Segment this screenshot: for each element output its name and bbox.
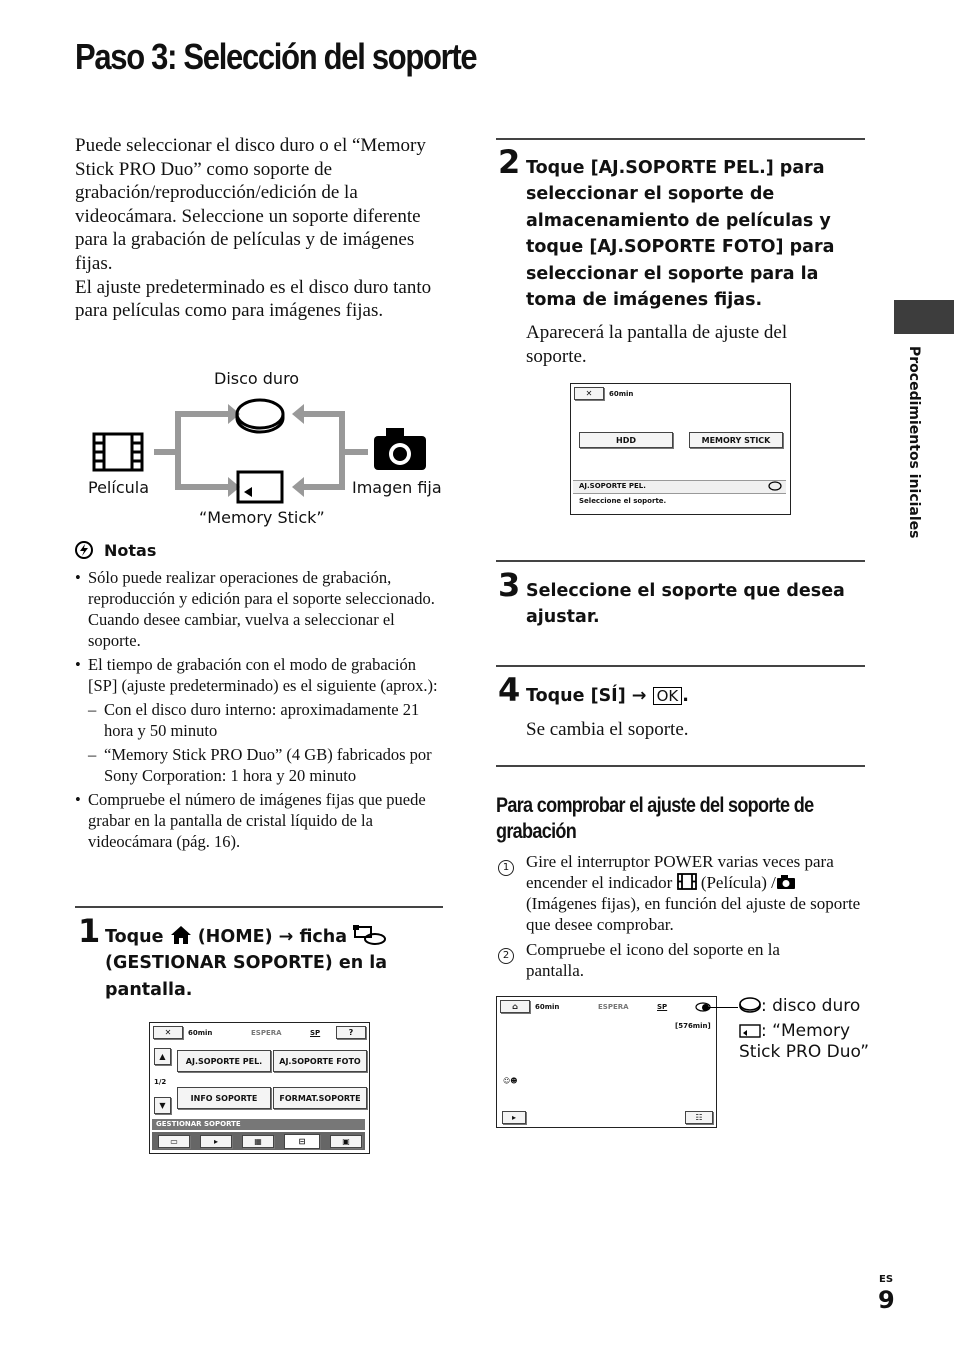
step4-period: . bbox=[682, 686, 689, 706]
option-button[interactable] bbox=[685, 1111, 713, 1124]
triangle-down-icon: ▼ bbox=[159, 1101, 166, 1110]
media-info-button[interactable]: INFO SOPORTE bbox=[177, 1087, 271, 1109]
arrow-path bbox=[154, 414, 230, 452]
scroll-up-button[interactable] bbox=[154, 1048, 171, 1065]
hdd-label: Disco duro bbox=[214, 369, 300, 388]
close-button[interactable] bbox=[574, 387, 604, 400]
check-item-2: Compruebe el icono del soporte en la pantalla. bbox=[526, 940, 780, 980]
playback-button[interactable] bbox=[502, 1111, 526, 1124]
divider bbox=[75, 906, 443, 908]
step4-title bbox=[526, 683, 846, 709]
step-circle-number bbox=[498, 855, 514, 876]
home-icon: ⌂ bbox=[512, 1002, 518, 1011]
arrow-path bbox=[302, 452, 342, 487]
note-subitem: – Con el disco duro interno: aproximadamente 21 hora y 50 minuto bbox=[75, 699, 447, 741]
divider bbox=[496, 765, 865, 767]
step4-body: Se cambia el soporte. bbox=[526, 719, 689, 740]
category-tab-bar bbox=[152, 1132, 365, 1150]
step3-title: Seleccione el soporte que desea ajustar. bbox=[526, 581, 845, 628]
check-text: Gire el interruptor POWER varias veces para encender el indicador bbox=[526, 852, 834, 892]
intro-paragraph: El ajuste predeterminado es el disco duro tanto para películas como para imágenes fijas. bbox=[75, 276, 432, 322]
step-number: 4 bbox=[498, 671, 521, 709]
check-item-1 bbox=[526, 851, 861, 935]
side-label: Procedimientos iniciales bbox=[906, 346, 922, 539]
page-language: ES bbox=[879, 1274, 894, 1285]
lcd-screen-home bbox=[149, 1022, 370, 1154]
photo-media-button[interactable]: AJ.SOPORTE FOTO bbox=[273, 1050, 367, 1072]
close-icon: ✕ bbox=[585, 389, 593, 398]
close-icon: ✕ bbox=[164, 1028, 172, 1037]
movie-media-button[interactable]: AJ.SOPORTE PEL. bbox=[177, 1050, 271, 1072]
scroll-down-button[interactable] bbox=[154, 1097, 171, 1114]
memory-stick-label: “Memory Stick” bbox=[199, 508, 325, 527]
step-number: 2 bbox=[498, 143, 521, 181]
section-tab bbox=[894, 300, 954, 334]
film-icon bbox=[677, 873, 697, 890]
notes-icon bbox=[75, 541, 93, 559]
camera-tab[interactable] bbox=[158, 1135, 190, 1148]
step-number: 3 bbox=[498, 566, 521, 604]
step1-title bbox=[105, 924, 440, 1003]
screen-title: AJ.SOPORTE PEL. bbox=[579, 482, 646, 490]
divider bbox=[496, 560, 865, 562]
intro-paragraph: Puede seleccionar el disco duro o el “Memory Stick PRO Duo” como soporte de grabación/reproducción/edición de la videocámara. Seleccione un soporte diferente para la grabación de películas y de imágenes fijas. bbox=[75, 135, 426, 274]
settings-tab[interactable] bbox=[330, 1135, 362, 1148]
screen-footer-label: GESTIONAR SOPORTE bbox=[156, 1120, 241, 1128]
divider bbox=[496, 138, 865, 140]
legend-hdd-text: : disco duro bbox=[761, 996, 861, 1016]
hard-disk-icon bbox=[739, 997, 761, 1013]
help-button[interactable]: ? bbox=[336, 1026, 366, 1039]
remaining-time: 60min bbox=[535, 1003, 560, 1011]
step1-text: ficha bbox=[299, 927, 348, 947]
step-circle-number bbox=[498, 943, 514, 964]
legend-ms-text: : “Memory Stick PRO Duo” bbox=[739, 1021, 870, 1062]
status-text: ESPERA bbox=[598, 1003, 629, 1011]
rec-mode: SP bbox=[657, 1003, 668, 1011]
note-item: • El tiempo de grabación con el modo de grabación [SP] (ajuste predeterminado) es el siguiente (aprox.): bbox=[75, 654, 447, 696]
remaining-time: 60min bbox=[188, 1029, 213, 1037]
rec-mode: SP bbox=[310, 1029, 321, 1037]
step1-text: (GESTIONAR SOPORTE) en la pantalla. bbox=[105, 953, 388, 1000]
page-indicator: 1/2 bbox=[154, 1078, 167, 1086]
photo-label: Imagen fija bbox=[352, 478, 442, 497]
callout-line bbox=[705, 1007, 738, 1008]
divider bbox=[496, 665, 865, 667]
hard-disk-icon bbox=[768, 481, 782, 491]
playback-tab[interactable] bbox=[200, 1135, 232, 1148]
notes-list bbox=[75, 567, 447, 855]
step1-text: (HOME) bbox=[197, 927, 273, 947]
intro-text bbox=[75, 134, 447, 323]
lcd-screen-standby bbox=[496, 996, 717, 1128]
step2-title: Toque [AJ.SOPORTE PEL.] para seleccionar el soporte de almacenamiento de películas y toque [AJ.SOPORTE FOTO] para seleccionar el soporte para la toma de imágenes fijas. bbox=[526, 158, 835, 311]
movie-label: Película bbox=[88, 478, 149, 497]
camera-tab-icon: ▭ bbox=[170, 1137, 178, 1146]
hdd-button[interactable]: HDD bbox=[579, 432, 673, 448]
memory-stick-button[interactable]: MEMORY STICK bbox=[689, 432, 783, 448]
legend-hdd bbox=[739, 996, 860, 1016]
step4-text: Toque [SÍ] bbox=[526, 686, 626, 706]
memory-stick-icon bbox=[739, 1024, 761, 1038]
legend-memory-stick bbox=[739, 1021, 879, 1063]
media-format-button[interactable]: FORMAT.SOPORTE bbox=[273, 1087, 367, 1109]
face-detect-icon: ☺☻ bbox=[503, 1077, 518, 1085]
note-subitem: – “Memory Stick PRO Duo” (4 GB) fabricados por Sony Corporation: 1 hora y 20 minuto bbox=[75, 744, 447, 786]
arrow-head bbox=[292, 404, 304, 424]
arrow-icon: → bbox=[278, 927, 294, 947]
film-icon bbox=[94, 434, 142, 470]
remaining-capacity: [576min] bbox=[675, 1022, 711, 1030]
home-icon bbox=[170, 925, 192, 945]
media-manage-icon: ⊟ bbox=[298, 1137, 306, 1146]
play-icon: ▸ bbox=[213, 1137, 218, 1146]
option-icon: ☷ bbox=[695, 1113, 703, 1122]
ok-button-icon: OK bbox=[653, 687, 683, 705]
circled-number: 2 bbox=[498, 948, 514, 964]
play-icon: ▸ bbox=[511, 1113, 516, 1122]
lcd-screen-media-select bbox=[570, 383, 791, 515]
check-heading: Para comprobar el ajuste del soporte de grabación bbox=[496, 794, 814, 843]
circled-number: 1 bbox=[498, 860, 514, 876]
remaining-time: 60min bbox=[609, 390, 634, 398]
hard-disk-icon bbox=[237, 400, 283, 432]
step1-text: Toque bbox=[105, 927, 164, 947]
note-item: • Compruebe el número de imágenes fijas que puede grabar en la pantalla de cristal líquido de la videocámara (pág. 16). bbox=[75, 789, 447, 852]
media-manage-tab-icon bbox=[353, 925, 387, 945]
camera-icon bbox=[374, 428, 426, 470]
close-button[interactable] bbox=[153, 1026, 183, 1039]
page-title: Paso 3: Selección del soporte bbox=[75, 36, 477, 77]
step2-body: Aparecerá la pantalla de ajuste del soporte. bbox=[526, 322, 788, 367]
arrow-head bbox=[292, 477, 304, 497]
others-tab[interactable] bbox=[242, 1135, 274, 1148]
arrow-path bbox=[178, 452, 230, 487]
toolbox-icon: ▣ bbox=[342, 1137, 350, 1146]
step-number: 1 bbox=[78, 912, 101, 950]
arrow-path bbox=[302, 414, 368, 452]
status-text: ESPERA bbox=[251, 1029, 282, 1037]
notes-heading: Notas bbox=[104, 541, 157, 560]
note-item: • Sólo puede realizar operaciones de grabación, reproducción y edición para el soporte seleccionado. Cuando desee cambiar, vuelva a seleccionar el soporte. bbox=[75, 567, 447, 651]
home-button[interactable] bbox=[500, 1000, 530, 1013]
screen-message: Seleccione el soporte. bbox=[579, 497, 667, 505]
triangle-up-icon: ▲ bbox=[159, 1052, 166, 1061]
memory-stick-notch-icon bbox=[244, 487, 252, 497]
check-text: (Imágenes fijas), en función del ajuste de soporte que desee comprobar. bbox=[526, 894, 861, 934]
grid-icon: ▦ bbox=[254, 1137, 262, 1146]
callout-dot bbox=[702, 1004, 709, 1011]
camera-icon bbox=[776, 874, 796, 890]
memory-stick-icon bbox=[238, 472, 282, 502]
page-number: 9 bbox=[878, 1286, 895, 1314]
arrow-icon: → bbox=[631, 686, 647, 706]
media-manage-tab[interactable] bbox=[284, 1134, 320, 1149]
check-text: (Película) / bbox=[700, 873, 776, 892]
